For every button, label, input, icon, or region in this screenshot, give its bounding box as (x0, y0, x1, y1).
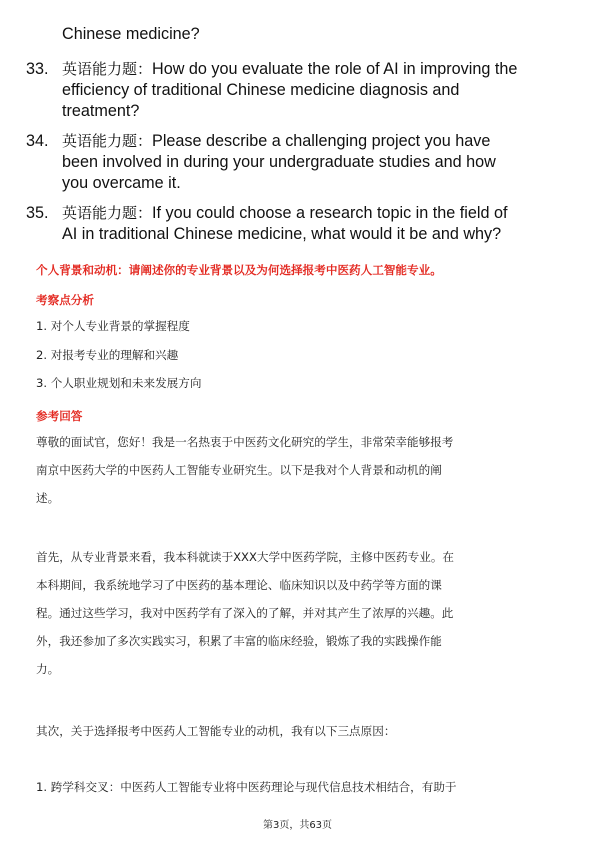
question-line: Please describe a challenging project you have (152, 132, 491, 150)
question-text (62, 131, 571, 194)
question-line: How do you evaluate the role of AI in improving the (152, 60, 518, 78)
section-heading: 个人背景和动机：请阐述你的专业背景以及为何选择报考中医药人工智能专业。 (36, 263, 442, 277)
question-line: If you could choose a research topic in the field of (152, 204, 508, 222)
question-34 (26, 131, 571, 194)
question-line: efficiency of traditional Chinese medicine diagnosis and (62, 81, 460, 99)
question-label: 英语能力题： (62, 132, 153, 150)
question-line: you overcame it. (62, 174, 181, 192)
paragraph-line: 程。通过这些学习，我对中医药学有了深入的了解，并对其产生了浓厚的兴趣。此 (36, 606, 454, 620)
question-line: AI in traditional Chinese medicine, what would it be and why? (62, 225, 502, 243)
question-line: treatment? (62, 102, 140, 120)
question-label: 英语能力题： (62, 60, 153, 78)
question-number: 34. (26, 132, 49, 150)
question-label: 英语能力题： (62, 204, 153, 222)
paragraph-line: 力。 (36, 662, 60, 676)
answer-paragraph-2 (36, 543, 562, 683)
question-number: 33. (26, 60, 49, 78)
points-heading: 考察点分析 (36, 293, 94, 307)
paragraph-line: 首先，从专业背景来看，我本科就读于XXX大学中医药学院，主修中医药专业。在 (36, 550, 455, 564)
question-text (62, 203, 571, 245)
paragraph-line: 南京中医药大学的中医药人工智能专业研究生。以下是我对个人背景和动机的阐 (36, 463, 442, 477)
paragraph-line: 1. 跨学科交叉：中医药人工智能专业将中医药理论与现代信息技术相结合，有助于 (36, 780, 457, 794)
paragraph-line: 尊敬的面试官，您好！我是一名热衷于中医药文化研究的学生，非常荣幸能够报考 (36, 435, 454, 449)
paragraph-line: 外，我还参加了多次实践实习，积累了丰富的临床经验，锻炼了我的实践操作能 (36, 634, 442, 648)
question-line: been involved in during your undergraduate studies and how (62, 153, 496, 171)
question-35 (26, 203, 571, 245)
point-item: 2. 对报考专业的理解和兴趣 (36, 348, 179, 362)
question-text (62, 59, 571, 122)
paragraph-line: 其次，关于选择报考中医药人工智能专业的动机，我有以下三点原因： (36, 724, 396, 738)
page-footer: 第3页，共63页 (262, 820, 333, 831)
question-continuation: Chinese medicine? (62, 25, 200, 43)
answer-paragraph-4 (36, 773, 562, 801)
question-number: 35. (26, 204, 49, 222)
answer-heading: 参考回答 (36, 409, 83, 423)
paragraph-line: 本科期间，我系统地学习了中医药的基本理论、临床知识以及中药学等方面的课 (36, 578, 442, 592)
answer-paragraph-1 (36, 428, 562, 512)
answer-paragraph-3 (36, 717, 562, 745)
point-item: 3. 个人职业规划和未来发展方向 (36, 376, 202, 390)
point-item: 1. 对个人专业背景的掌握程度 (36, 319, 190, 333)
paragraph-line: 述。 (36, 491, 60, 505)
question-33 (26, 59, 571, 122)
